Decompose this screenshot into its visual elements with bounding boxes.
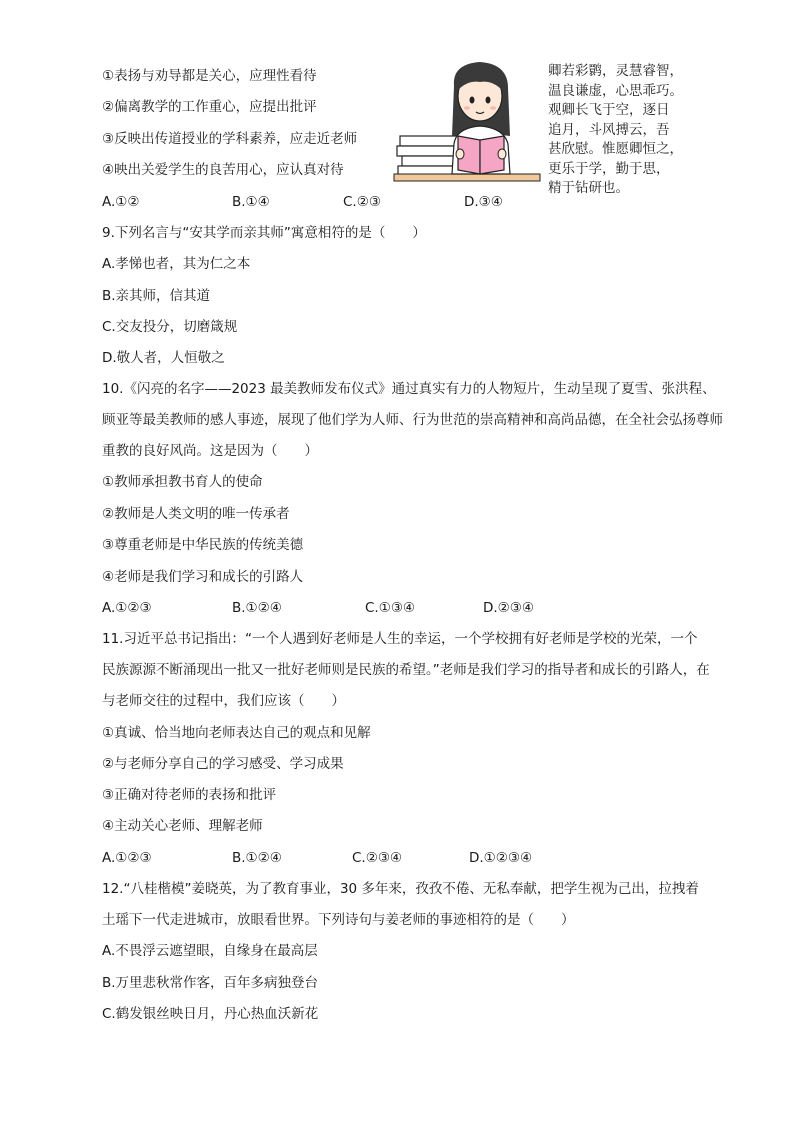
q10-stem-line-1: 10.《闪亮的名字——2023 最美教师发布仪式》通过真实有力的人物短片，生动呈现了夏雪、张洪程、 — [102, 381, 716, 397]
q10-stem-line-2: 顾亚等最美教师的感人事迹，展现了他们学为人师、行为世范的崇高精神和高尚品德，在全社会弘扬尊师 — [102, 412, 723, 428]
q8-option-1: ①表扬与劝导都是关心，应理性看待 — [102, 68, 317, 84]
girl-reading-illustration — [392, 56, 542, 186]
q9-choice-d[interactable]: D.敬人者，人恒敬之 — [102, 350, 225, 366]
q10-choice-d[interactable]: D.②③④ — [483, 600, 534, 616]
poem-line: 观卿长飞于空，逐日 — [548, 102, 670, 118]
q8-option-3: ③反映出传道授业的学科素养，应走近老师 — [102, 131, 358, 147]
q10-option-2: ②教师是人类文明的唯一传承者 — [102, 506, 290, 522]
q10-choice-a[interactable]: A.①②③ — [102, 600, 152, 616]
q11-stem-line-1: 11.习近平总书记指出：“一个人遇到好老师是人生的幸运，一个学校拥有好老师是学校的光荣，一个 — [102, 631, 698, 647]
q8-option-2: ②偏离教学的工作重心，应提出批评 — [102, 99, 317, 115]
q8-choice-c[interactable]: C.②③ — [343, 194, 381, 210]
poem-block — [548, 62, 683, 199]
q11-option-3: ③正确对待老师的表扬和批评 — [102, 787, 277, 803]
q11-choice-c[interactable]: C.②③④ — [352, 850, 403, 866]
poem-line: 更乐于学，勤于思， — [548, 160, 670, 177]
q8-option-4: ④映出关爱学生的良苦用心，应认真对待 — [102, 162, 344, 178]
q10-choice-c[interactable]: C.①③④ — [365, 600, 416, 616]
q11-stem-line-3: 与老师交往的过程中，我们应该（ ） — [102, 693, 345, 709]
poem-line: 卿若彩鹮，灵慧睿智， — [548, 63, 683, 79]
q10-option-1: ①教师承担教书育人的使命 — [102, 474, 263, 490]
q9-stem: 9.下列名言与“安其学而亲其师”寓意相符的是（ ） — [102, 225, 426, 241]
q8-choice-a[interactable]: A.①② — [102, 194, 140, 210]
q9-choice-a[interactable]: A.孝悌也者，其为仁之本 — [102, 256, 251, 272]
q10-option-3: ③尊重老师是中华民族的传统美德 — [102, 537, 304, 553]
q11-option-4: ④主动关心老师、理解老师 — [102, 818, 263, 834]
q9-choice-b[interactable]: B.亲其师，信其道 — [102, 288, 211, 304]
q11-choice-d[interactable]: D.①②③④ — [469, 850, 533, 866]
q10-stem-line-3: 重教的良好风尚。这是因为（ ） — [102, 443, 318, 459]
q11-choice-b[interactable]: B.①②④ — [232, 850, 282, 866]
q12-choice-c[interactable]: C.鹤发银丝映日月，丹心热血沃新花 — [102, 1006, 319, 1022]
q11-option-2: ②与老师分享自己的学习感受、学习成果 — [102, 756, 344, 772]
q12-stem-line-2: 土瑶下一代走进城市，放眼看世界。下列诗句与姜老师的事迹相符的是（ ） — [102, 912, 575, 928]
q8-choice-d[interactable]: D.③④ — [464, 194, 503, 210]
q10-option-4: ④老师是我们学习和成长的引路人 — [102, 569, 304, 585]
q11-option-1: ①真诚、恰当地向老师表达自己的观点和见解 — [102, 725, 371, 741]
poem-line: 精于钻研也。 — [548, 180, 629, 196]
poem-line: 追月，斗风搏云，吾 — [548, 121, 670, 138]
q11-choice-a[interactable]: A.①②③ — [102, 850, 152, 866]
poem-line: 甚欣慰。惟愿卿恒之， — [548, 141, 683, 157]
q9-choice-c[interactable]: C.交友投分，切磨箴规 — [102, 319, 238, 335]
q12-choice-a[interactable]: A.不畏浮云遮望眼，自缘身在最高层 — [102, 943, 318, 959]
q8-choice-b[interactable]: B.①④ — [232, 194, 270, 210]
q11-stem-line-2: 民族源源不断涌现出一批又一批好老师则是民族的希望。”老师是我们学习的指导者和成长的引路人，在 — [102, 662, 710, 678]
q10-choice-b[interactable]: B.①②④ — [232, 600, 282, 616]
poem-line: 温良谦虚，心思乖巧。 — [548, 82, 683, 99]
q12-choice-b[interactable]: B.万里悲秋常作客，百年多病独登台 — [102, 975, 319, 991]
q12-stem-line-1: 12.“八桂楷模”姜晓英，为了教育事业，30 多年来，孜孜不倦、无私奉献，把学生视为己出，拉拽着 — [102, 881, 699, 897]
